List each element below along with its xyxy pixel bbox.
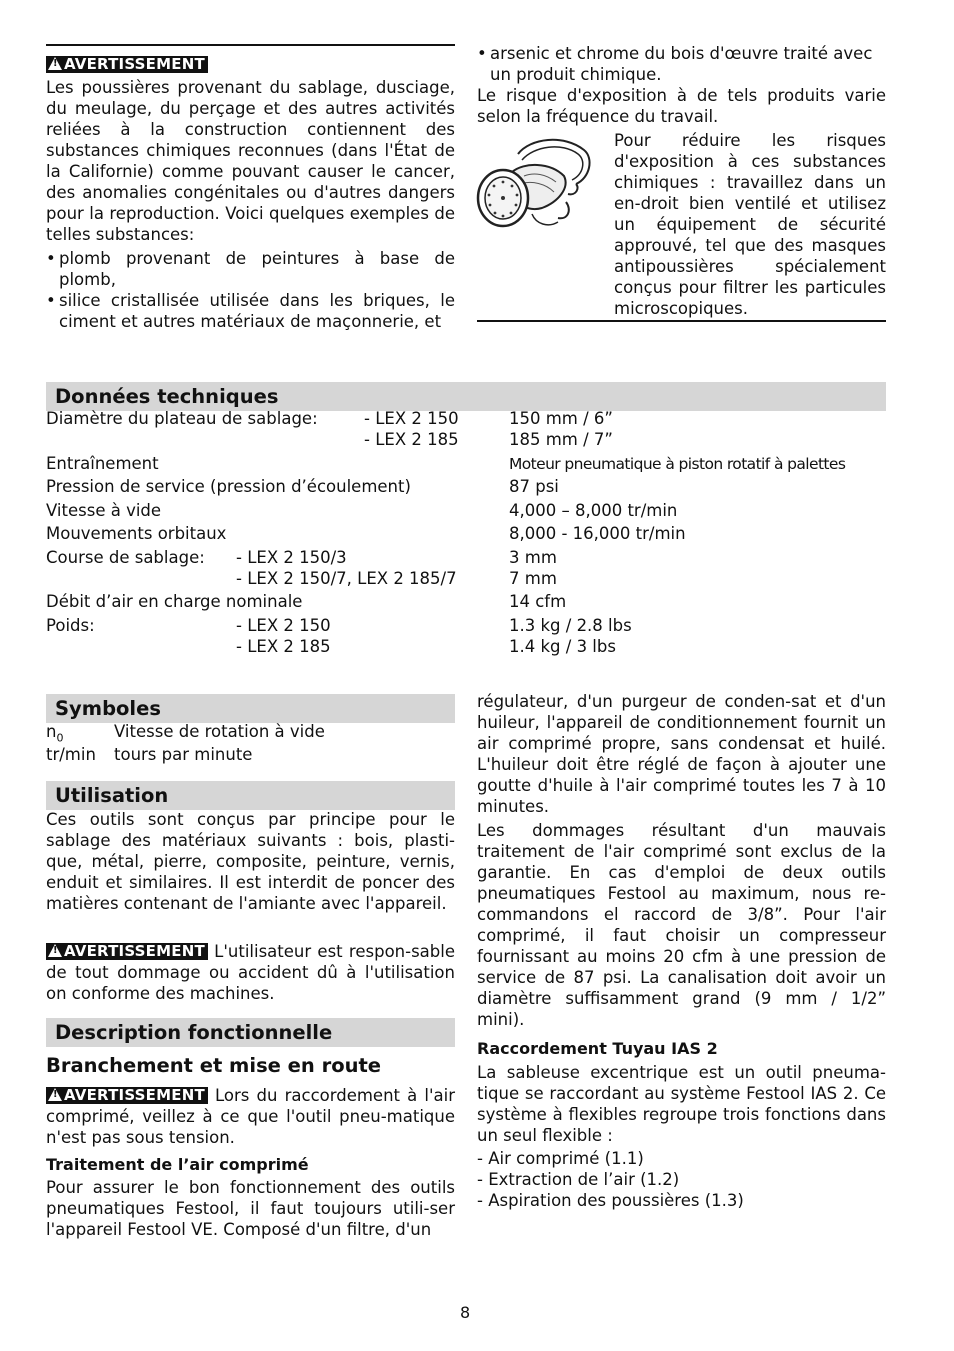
spec-model: - LEX 2 150 (364, 409, 459, 428)
usage-text: Ces outils sont conçus par principe pour le sablage des matériaux suivants : bois, plasti-que, métal, pierre, composite, peinture, vernis, enduit et similaires. Il est interdit de poncer des matières contenant de l'amiante avec l'appareil. (46, 810, 455, 913)
spec-value: 8,000 - 16,000 tr/min (509, 524, 686, 543)
spec-value: 87 psi (509, 477, 559, 496)
spec-value: 14 cfm (509, 592, 567, 611)
warning-badge (46, 1087, 208, 1104)
warning-intro: Les poussières provenant du sablage, dusciage, du meulage, du perçage et des autres activités reliées à la construction contiennent des substances chimiques reconnues (dans l'État de la Californie) comme pouvant causer le cancer, des anomalies congénitales ou d'autres dangers pour la reproduction. Voici quelques exemples de telles substances: (46, 78, 455, 244)
warning-icon (48, 1088, 62, 1101)
spec-label: Entraînement (46, 454, 159, 473)
spec-model: - LEX 2 150/3 (236, 548, 347, 567)
air-treatment-text: Pour assurer le bon fonctionnement des outils pneumatiques Festool, il faut toujours utili-ser l'appareil Festool VE. Composé d'un filtre, d'un (46, 1178, 455, 1239)
ias-list-item: - Air comprimé (1.1) (477, 1149, 644, 1168)
spec-label: Débit d’air en charge nominale (46, 592, 303, 611)
symbol-n0 (46, 722, 63, 744)
warning-icon (48, 57, 62, 70)
warning-label: AVERTISSEMENT (64, 55, 205, 73)
ias-list-item: - Aspiration des poussières (1.3) (477, 1191, 744, 1210)
right-paragraph-2: Les dommages résultant d'un mauvais traitement de l'air comprimé sont exclus de la garantie. En cas d'emploi de deux outils pneumatiques Festool au maximum, nous re-commandons el raccord de 3/8”. Pour l'air comprimé, il faut choisir un compresseur fournissant au moins 20 cfm à une pression de service de 87 psi. La canalisation doit avoir un diamètre suffisamment grand (9 mm / 1/2” mini). (477, 821, 886, 1029)
right-paragraph-1: régulateur, d'un purgeur de conden-sat et d'un huileur, l'appareil de conditionnement fournit un air comprimé propre, sans condensat et huilé. L'huileur doit être réglé de façon à ajouter une goutte d'huile à l'air comprimé toutes les 7 à 10 minutes. (477, 692, 886, 816)
connection-warning-text: Lors du raccordement à l'air comprimé, veillez à ce que l'outil pneu-matique n'est pas sous tension. (46, 1086, 455, 1147)
respirator-mask-illustration (472, 132, 612, 234)
top-left-rule (46, 44, 455, 46)
spec-model: - LEX 2 185 (364, 430, 459, 449)
spec-label: Poids: (46, 616, 95, 635)
symbol-meaning: tours par minute (114, 745, 253, 764)
spec-value: 1.4 kg / 3 lbs (509, 637, 616, 656)
usage-heading: Utilisation (46, 781, 455, 810)
spec-value: 1.3 kg / 2.8 lbs (509, 616, 632, 635)
usage-warning-text: L'utilisateur est respon-sable de tout dommage ou accident dû à l'utilisation on conforme des machines. (46, 942, 455, 1003)
spec-label: Course de sablage: (46, 548, 205, 567)
symbol-text: n (46, 722, 57, 741)
risk-text: Le risque d'exposition à de tels produits varie selon la fréquence du travail. (477, 86, 886, 126)
top-left-warning-section (46, 54, 455, 332)
reduce-risk-text: Pour réduire les risques d'exposition à ces substances chimiques : travaillez dans un en-droit bien ventilé et utilisez un équipement de sécurité approuvé, tel que des masques antipoussières spécialement conçus pour filtrer les particules microscopiques. (614, 131, 886, 318)
warning-icon (48, 944, 62, 957)
warning-label: AVERTISSEMENT (64, 942, 205, 960)
warning-bullet-1: • plomb provenant de peintures à base de plomb, (46, 248, 455, 290)
spec-model: - LEX 2 150/7, LEX 2 185/7 (236, 569, 457, 588)
spec-value: 150 mm / 6” (509, 409, 613, 428)
connection-subtitle: Branchement et mise en route (46, 1054, 382, 1077)
spec-label: Pression de service (pression d’écoulement) (46, 477, 411, 496)
symbol-subscript: 0 (56, 731, 64, 745)
spec-value: 4,000 – 8,000 tr/min (509, 501, 678, 520)
spec-value: 185 mm / 7” (509, 430, 613, 449)
spec-label: Vitesse à vide (46, 501, 162, 520)
air-treatment-heading: Traitement de l’air comprimé (46, 1155, 309, 1174)
spec-label: Diamètre du plateau de sablage: (46, 409, 318, 428)
top-right-section (477, 43, 886, 127)
ias-heading: Raccordement Tuyau IAS 2 (477, 1039, 718, 1058)
warning-bullet-2: • silice cristallisée utilisée dans les briques, le ciment et autres matériaux de maçonnerie, et (46, 290, 455, 332)
spec-row (46, 409, 318, 428)
ias-list-item: - Extraction de l’air (1.2) (477, 1170, 680, 1189)
warning-label: AVERTISSEMENT (64, 1086, 205, 1104)
tech-data-heading: Données techniques (46, 382, 886, 411)
symbol-meaning: Vitesse de rotation à vide (114, 722, 325, 741)
spec-label: Mouvements orbitaux (46, 524, 227, 543)
symbol-text: tr/min (46, 745, 96, 764)
warning-badge (46, 56, 208, 73)
description-heading: Description fonctionnelle (46, 1018, 455, 1047)
warning-bullet-3: • arsenic et chrome du bois d'œuvre traité avec un produit chimique. (477, 43, 886, 85)
connection-warning (46, 1085, 455, 1148)
symbols-heading: Symboles (46, 694, 455, 723)
ias-text: La sableuse excentrique est un outil pneuma-tique se raccordant au système Festool IAS 2. Ce système à flexibles regroupe trois fonctions dans un seul flexible : (477, 1063, 886, 1145)
top-right-rule (477, 320, 886, 322)
spec-model: - LEX 2 150 (236, 616, 331, 635)
warning-badge (46, 943, 208, 960)
page-number: 8 (460, 1303, 471, 1322)
spec-value: Moteur pneumatique à piston rotatif à palettes (509, 455, 846, 473)
spec-model: - LEX 2 185 (236, 637, 331, 656)
spec-value: 3 mm (509, 548, 557, 567)
spec-value: 7 mm (509, 569, 557, 588)
usage-warning (46, 941, 455, 1004)
